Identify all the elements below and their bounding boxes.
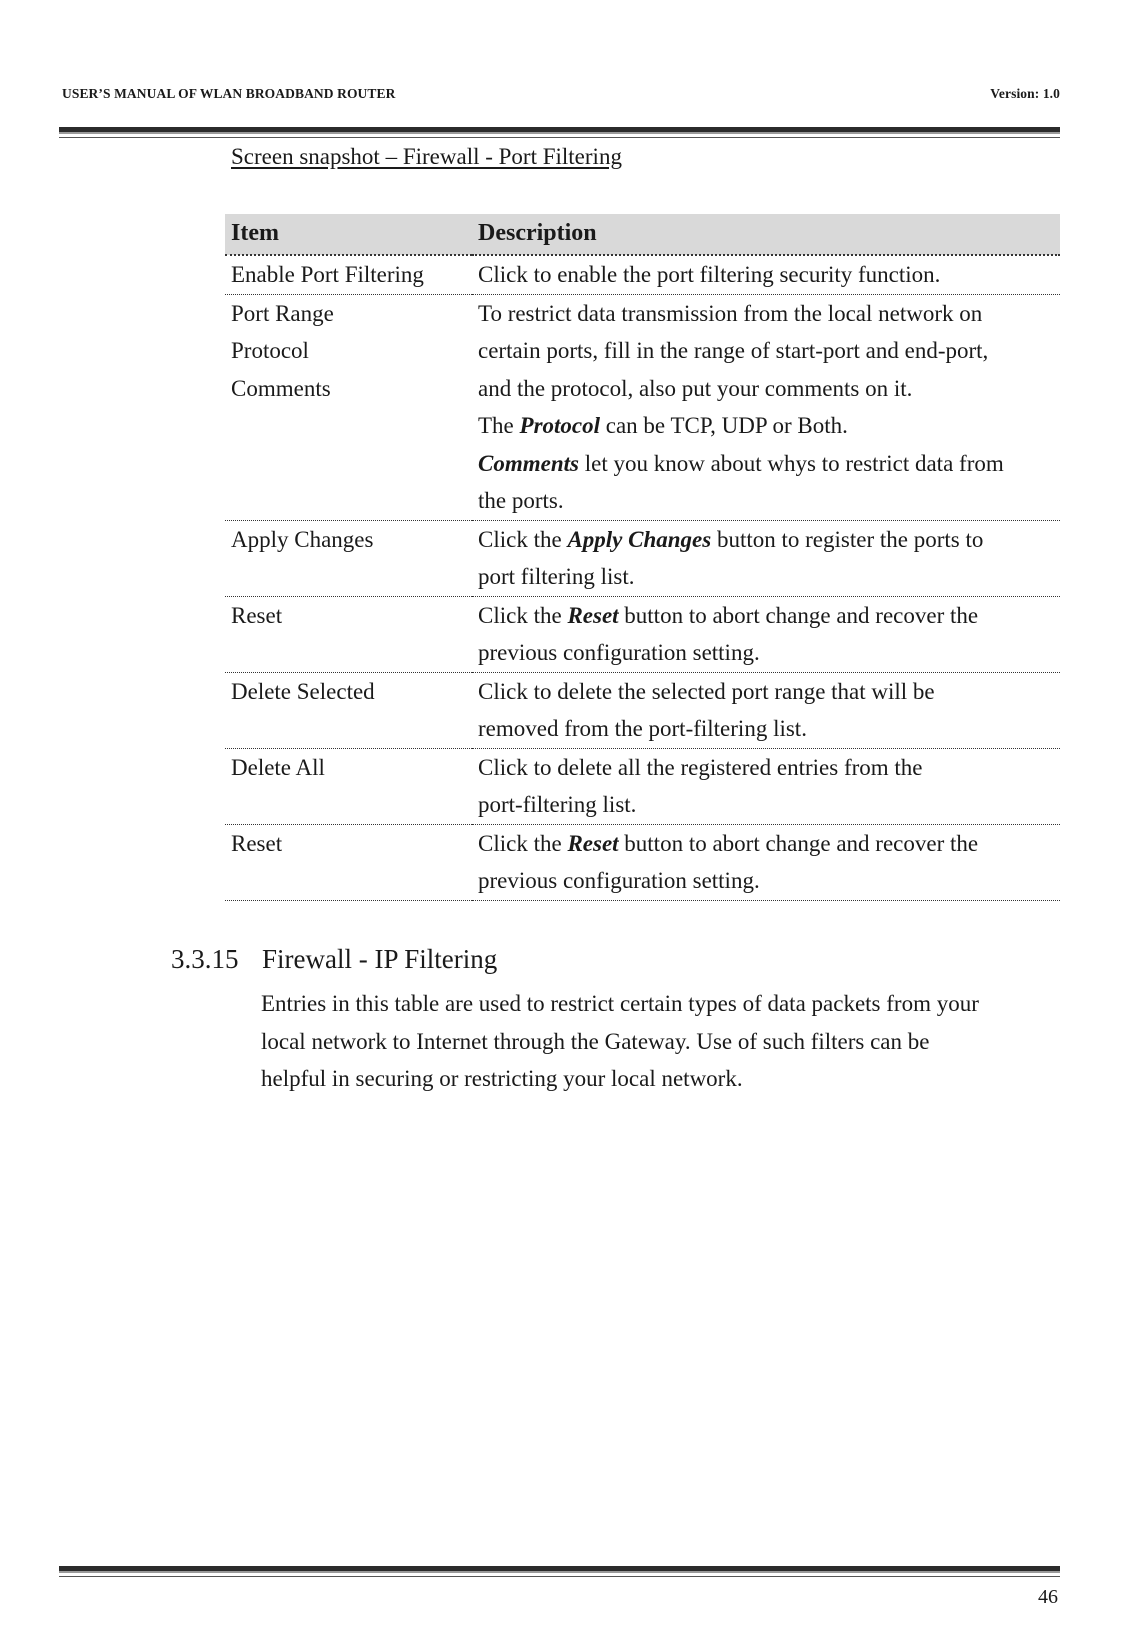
description-text: The Protocol can be TCP, UDP or Both. bbox=[478, 413, 848, 438]
emphasis-comments: Comments bbox=[478, 450, 579, 476]
item-cell bbox=[225, 824, 472, 900]
description-text: previous configuration setting. bbox=[478, 640, 760, 665]
emphasis-reset: Reset bbox=[567, 830, 619, 856]
description-text: Click the Reset button to abort change and recover the bbox=[478, 602, 979, 628]
paragraph-line: local network to Internet through the Gateway. Use of such filters can be bbox=[261, 1028, 930, 1054]
item-label: Reset bbox=[231, 602, 283, 628]
table-row bbox=[225, 255, 1060, 294]
description-cell bbox=[472, 748, 1060, 824]
section-number: 3.3.15 bbox=[171, 944, 239, 974]
item-cell bbox=[225, 748, 472, 824]
footer-rule-thin bbox=[59, 1576, 1060, 1577]
emphasis-protocol: Protocol bbox=[519, 413, 601, 438]
table-row bbox=[225, 596, 1060, 672]
item-label: Delete Selected bbox=[231, 678, 375, 704]
item-cell bbox=[225, 294, 472, 520]
item-label: Protocol bbox=[231, 338, 309, 363]
header-version: Version: 1.0 bbox=[990, 86, 1060, 101]
description-text: certain ports, fill in the range of start-port and end-port, bbox=[478, 338, 989, 363]
item-label: Apply Changes bbox=[231, 526, 374, 552]
footer-rule bbox=[59, 1566, 1060, 1573]
header-rule bbox=[59, 127, 1060, 134]
description-cell bbox=[472, 672, 1060, 748]
column-header-description: Description bbox=[472, 214, 1060, 255]
emphasis-reset: Reset bbox=[567, 602, 619, 628]
description-text: removed from the port-filtering list. bbox=[478, 716, 807, 741]
description-text: Comments let you know about whys to restrict data from bbox=[478, 450, 1004, 476]
description-text: and the protocol, also put your comments on it. bbox=[478, 375, 913, 401]
description-cell bbox=[472, 520, 1060, 596]
page-number: 46 bbox=[1038, 1586, 1058, 1608]
header-rule-thin bbox=[59, 137, 1060, 138]
emphasis-apply-changes: Apply Changes bbox=[567, 526, 712, 552]
item-label: Enable Port Filtering bbox=[231, 262, 424, 287]
description-text: port-filtering list. bbox=[478, 792, 637, 817]
item-cell bbox=[225, 255, 472, 294]
description-cell bbox=[472, 824, 1060, 900]
item-cell bbox=[225, 672, 472, 748]
section-title: Firewall - IP Filtering bbox=[262, 944, 498, 974]
table-header-row bbox=[225, 214, 1060, 255]
table-row bbox=[225, 672, 1060, 748]
item-cell bbox=[225, 596, 472, 672]
description-text: Click the Apply Changes button to register the ports to bbox=[478, 526, 984, 552]
description-text: the ports. bbox=[478, 488, 564, 513]
table-row bbox=[225, 294, 1060, 520]
item-label: Port Range bbox=[231, 300, 334, 326]
description-text: To restrict data transmission from the local network on bbox=[478, 300, 983, 326]
description-text: Click to enable the port filtering security function. bbox=[478, 262, 941, 287]
paragraph-line: helpful in securing or restricting your local network. bbox=[261, 1066, 743, 1091]
item-description-table bbox=[225, 214, 1060, 901]
item-label: Reset bbox=[231, 830, 283, 856]
header-title: USER’S MANUAL OF WLAN BROADBAND ROUTER bbox=[62, 86, 396, 101]
description-text: Click the Reset button to abort change and recover the bbox=[478, 830, 979, 856]
description-text: port filtering list. bbox=[478, 564, 635, 589]
description-cell bbox=[472, 255, 1060, 294]
description-cell bbox=[472, 294, 1060, 520]
table-row bbox=[225, 748, 1060, 824]
table-row bbox=[225, 520, 1060, 596]
description-text: Click to delete all the registered entries from the bbox=[478, 754, 923, 780]
section-paragraph bbox=[261, 985, 1061, 1098]
paragraph-line: Entries in this table are used to restrict certain types of data packets from your bbox=[261, 991, 979, 1016]
item-label: Comments bbox=[231, 375, 331, 401]
item-label: Delete All bbox=[231, 754, 325, 780]
table-row bbox=[225, 824, 1060, 900]
column-header-item: Item bbox=[225, 214, 472, 255]
description-text: Click to delete the selected port range that will be bbox=[478, 678, 935, 704]
description-cell bbox=[472, 596, 1060, 672]
item-cell bbox=[225, 520, 472, 596]
figure-caption: Screen snapshot – Firewall - Port Filtering bbox=[231, 144, 622, 169]
description-text: previous configuration setting. bbox=[478, 868, 760, 893]
